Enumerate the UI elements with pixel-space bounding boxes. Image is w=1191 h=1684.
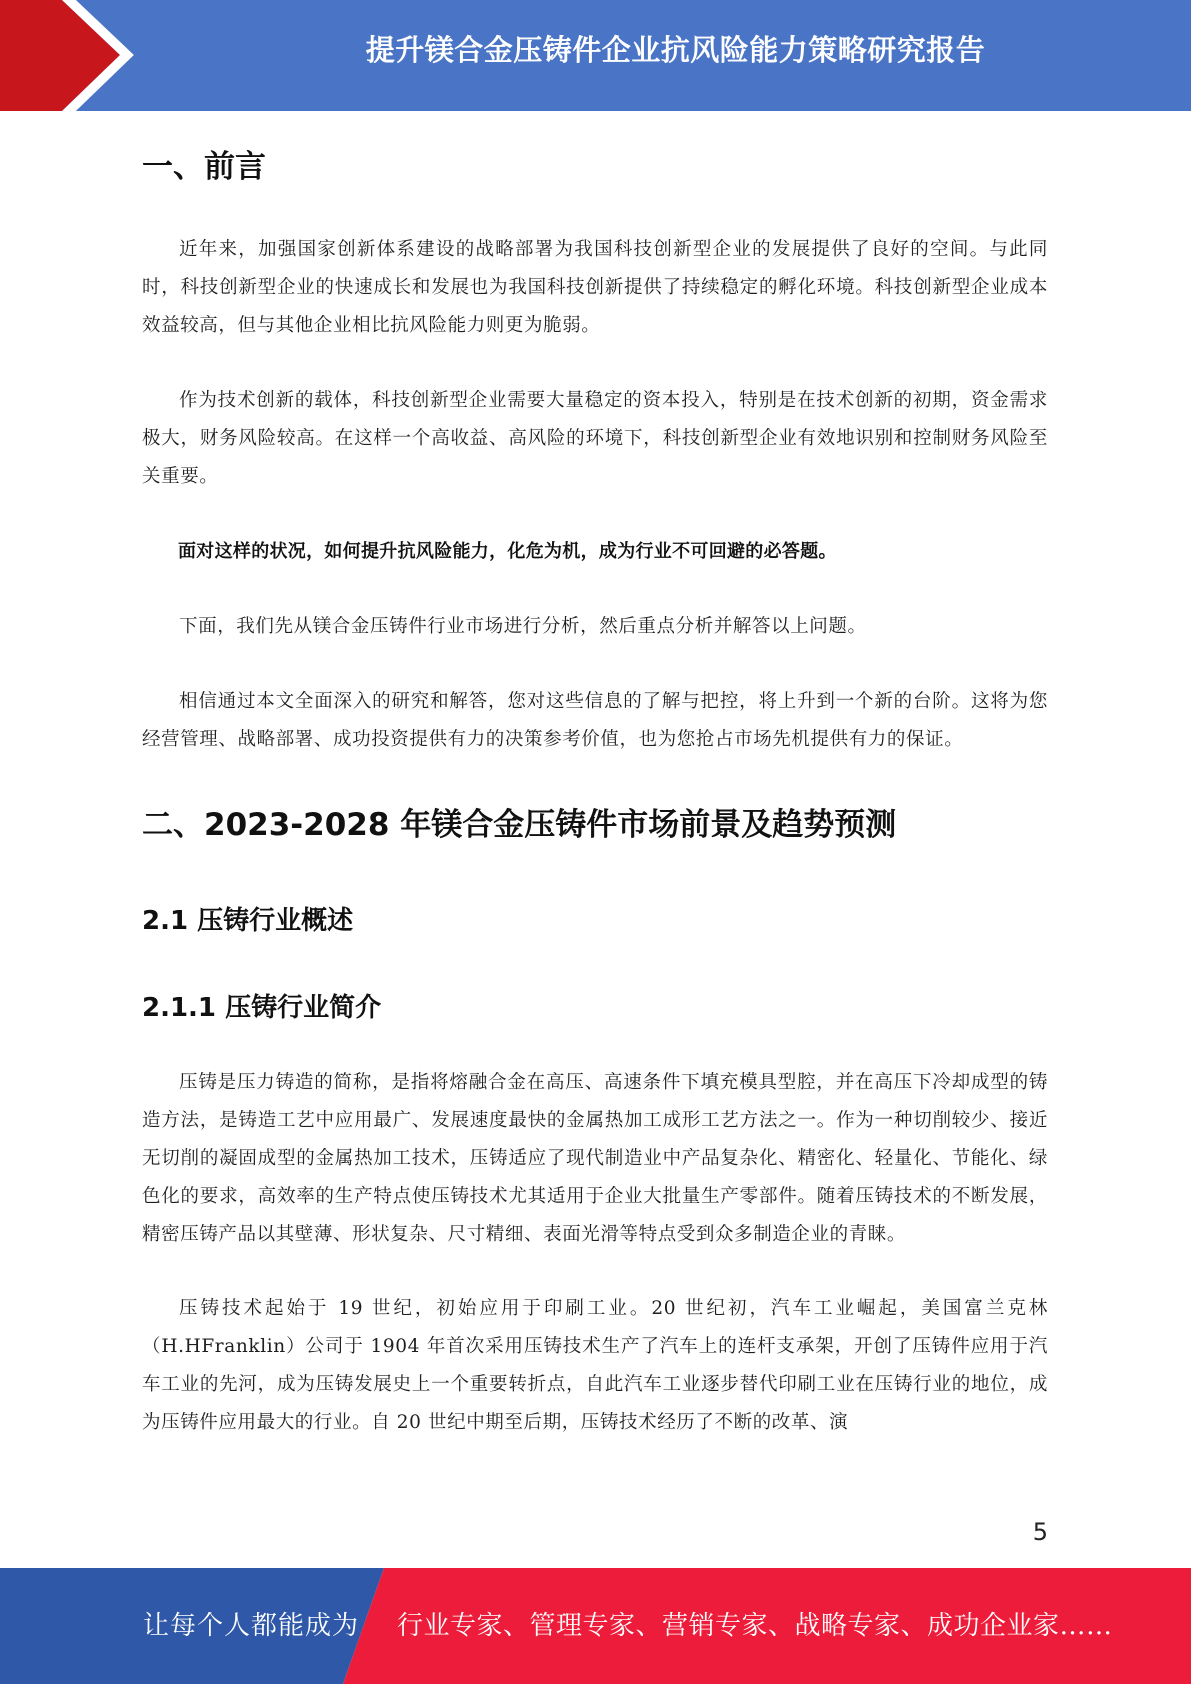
paragraph: 近年来，加强国家创新体系建设的战略部署为我国科技创新型企业的发展提供了良好的空间。与此同时，科技创新型企业的快速成长和发展也为我国科技创新提供了持续稳定的孵化环境。科技创新型企业成本效益较高，但与其他企业相比抗风险能力则更为脆弱。 xyxy=(142,239,1048,336)
emphasis-paragraph: 面对这样的状况，如何提升抗风险能力，化危为机，成为行业不可回避的必答题。 xyxy=(178,541,837,562)
subsubsection-heading: 2.1.1 压铸行业简介 xyxy=(142,993,382,1023)
section-heading-preface: 一、前言 xyxy=(142,149,266,185)
page-footer xyxy=(0,1568,1191,1684)
report-title: 提升镁合金压铸件企业抗风险能力策略研究报告 xyxy=(365,33,986,67)
footer-slogan-left: 让每个人都能成为 xyxy=(143,1611,360,1641)
paragraph: 压铸技术起始于 19 世纪，初始应用于印刷工业。20 世纪初，汽车工业崛起，美国富兰克林（H.HFranklin）公司于 1904 年首次采用压铸技术生产了汽车上的连杆支承架，开创了压铸件应用于汽车工业的先河，成为压铸发展史上一个重要转折点，自此汽车工业逐步替代印刷工业在压铸行业的地位，成为压铸件应用最大的行业。自 20 世纪中期至后期，压铸技术经历了不断的改革、演 xyxy=(142,1298,1048,1433)
document-body xyxy=(142,111,1048,1442)
paragraph: 相信通过本文全面深入的研究和解答，您对这些信息的了解与把控，将上升到一个新的台阶。这将为您经营管理、战略部署、成功投资提供有力的决策参考价值，也为您抢占市场先机提供有力的保证。 xyxy=(142,691,1048,750)
footer-slogan-right: 行业专家、管理专家、营销专家、战略专家、成功企业家…… xyxy=(397,1611,1113,1641)
section-heading-forecast: 二、2023-2028 年镁合金压铸件市场前景及趋势预测 xyxy=(142,807,897,843)
paragraph: 压铸是压力铸造的简称，是指将熔融合金在高压、高速条件下填充模具型腔，并在高压下冷却成型的铸造方法，是铸造工艺中应用最广、发展速度最快的金属热加工成形工艺方法之一。作为一种切削较少、接近无切削的凝固成型的金属热加工技术，压铸适应了现代制造业中产品复杂化、精密化、轻量化、节能化、绿色化的要求，高效率的生产特点使压铸技术尤其适用于企业大批量生产零部件。随着压铸技术的不断发展，精密压铸产品以其壁薄、形状复杂、尺寸精细、表面光滑等特点受到众多制造企业的青睐。 xyxy=(142,1072,1048,1245)
chevron-arrow-icon xyxy=(0,0,160,111)
page-number: 5 xyxy=(1032,1518,1048,1546)
subsection-heading: 2.1 压铸行业概述 xyxy=(142,906,354,936)
paragraph: 下面，我们先从镁合金压铸件行业市场进行分析，然后重点分析并解答以上问题。 xyxy=(179,616,867,637)
page-header xyxy=(0,0,1191,111)
paragraph: 作为技术创新的载体，科技创新型企业需要大量稳定的资本投入，特别是在技术创新的初期，资金需求极大，财务风险较高。在这样一个高收益、高风险的环境下，科技创新型企业有效地识别和控制财务风险至关重要。 xyxy=(142,390,1048,487)
